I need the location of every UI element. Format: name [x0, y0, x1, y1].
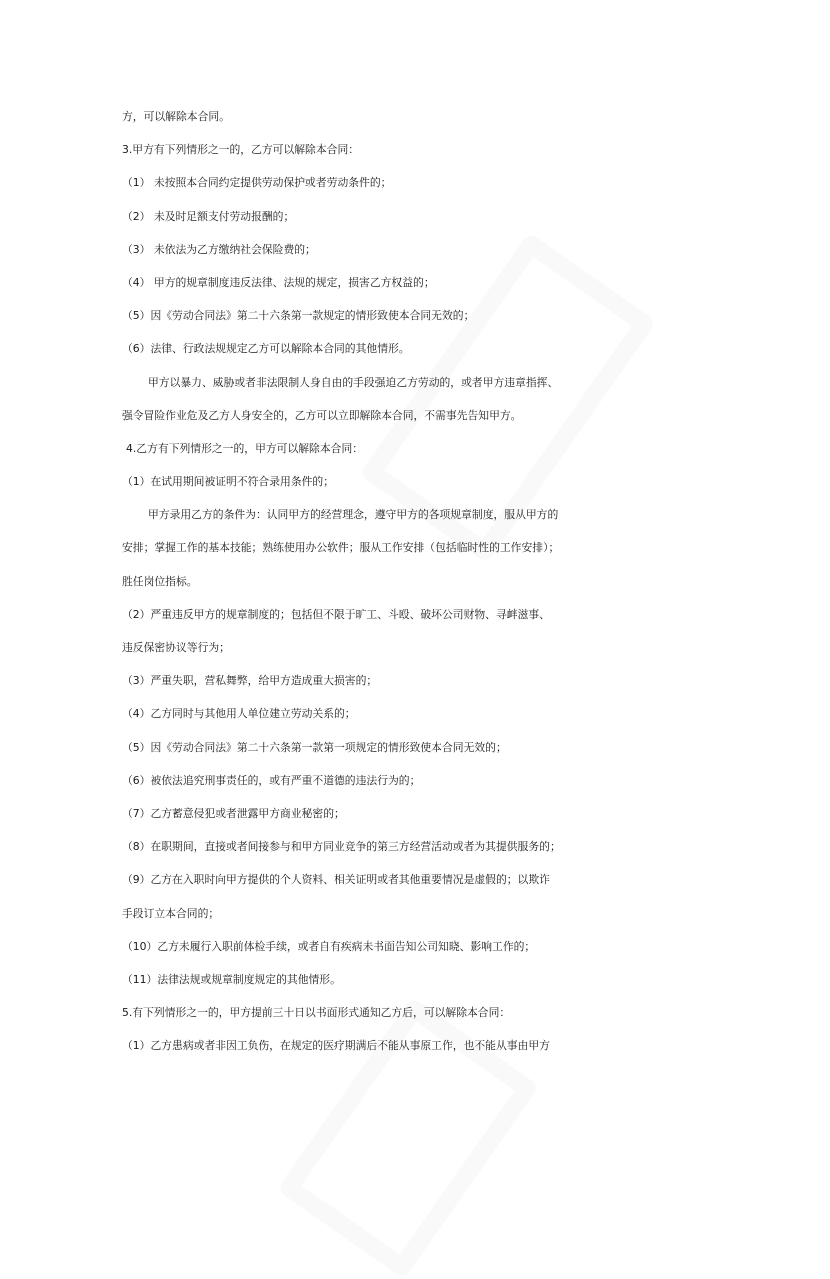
list-item: （2）严重违反甲方的规章制度的；包括但不限于旷工、斗殴、破坏公司财物、寻衅滋事、 [122, 607, 550, 621]
list-item: （5）因《劳动合同法》第二十六条第一款规定的情形致使本合同无效的； [122, 309, 475, 323]
paragraph-line: 甲方录用乙方的条件为：认同甲方的经营理念，遵守甲方的各项规章制度，服从甲方的 [148, 508, 559, 522]
list-item: （1） 未按照本合同约定提供劳动保护或者劳动条件的； [122, 176, 392, 190]
list-item: （9）乙方在入职时向甲方提供的个人资料、相关证明或者其他重要情况是虚假的；以欺诈 [122, 873, 550, 887]
list-item: （1）乙方患病或者非因工负伤，在规定的医疗期满后不能从事原工作，也不能从事由甲方 [122, 1039, 550, 1053]
list-item: （11）法律法规或规章制度规定的其他情形。 [122, 972, 341, 986]
list-item: （3）严重失职，营私舞弊，给甲方造成重大损害的； [122, 674, 378, 688]
clause-heading: 3.甲方有下列情形之一的，乙方可以解除本合同： [122, 143, 360, 157]
list-item: （8）在职期间，直接或者间接参与和甲方同业竞争的第三方经营活动或者为其提供服务的； [122, 840, 561, 854]
list-item-continuation: 违反保密协议等行为； [122, 641, 230, 654]
paragraph-line: 安排；掌握工作的基本技能；熟练使用办公软件；服从工作安排（包括临时性的工作安排）； [122, 541, 560, 555]
list-item: （3） 未依法为乙方缴纳社会保险费的； [122, 242, 316, 256]
list-item: （5）因《劳动合同法》第二十六条第一款第一项规定的情形致使本合同无效的； [122, 740, 507, 754]
list-item: （4）乙方同时与其他用人单位建立劳动关系的； [122, 707, 356, 721]
list-item: （10）乙方未履行入职前体检手续，或者自有疾病未书面告知公司知晓、影响工作的； [122, 939, 536, 953]
list-item: （4） 甲方的规章制度违反法律、法规的规定，损害乙方权益的； [122, 275, 435, 289]
document-body [122, 100, 722, 1062]
list-item: （6）法律、行政法规规定乙方可以解除本合同的其他情形。 [122, 342, 410, 356]
list-item: （6）被依法追究刑事责任的，或有严重不道德的违法行为的； [122, 773, 421, 787]
list-item: （1）在试用期间被证明不符合录用条件的； [122, 475, 335, 489]
paragraph-line: 胜任岗位指标。 [122, 574, 198, 588]
paragraph-line: 强令冒险作业危及乙方人身安全的，乙方可以立即解除本合同，不需事先告知甲方。 [122, 408, 522, 422]
list-item-continuation: 手段订立本合同的； [122, 906, 220, 920]
paragraph-line: 甲方以暴力、威胁或者非法限制人身自由的手段强迫乙方劳动的，或者甲方违章指挥、 [148, 375, 559, 389]
text-line: 方，可以解除本合同。 [122, 110, 230, 123]
clause-heading: 4.乙方有下列情形之一的，甲方可以解除本合同： [126, 441, 364, 455]
list-item: （2） 未及时足额支付劳动报酬的； [122, 209, 295, 223]
list-item: （7）乙方蓄意侵犯或者泄露甲方商业秘密的； [122, 806, 345, 820]
clause-heading: 5.有下列情形之一的，甲方提前三十日以书面形式通知乙方后，可以解除本合同： [122, 1006, 511, 1020]
